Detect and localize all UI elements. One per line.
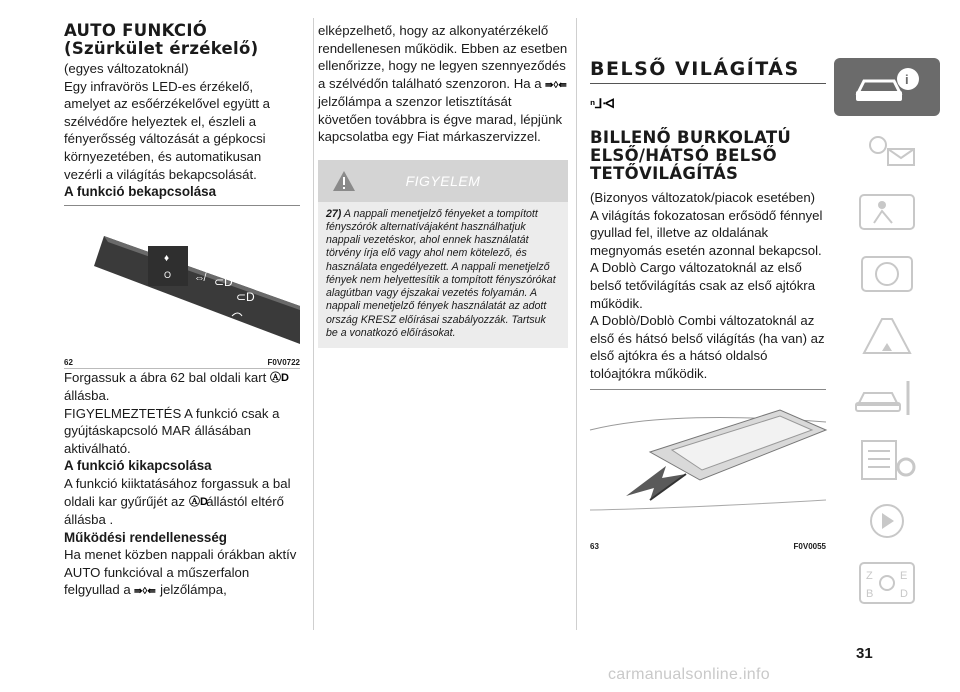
subtitle-line2: ELSŐ/HÁTSÓ BELSŐ <box>590 146 778 165</box>
warning-box <box>318 160 568 348</box>
paragraph-1: A világítás fokozatosan erősödő fénnyel gyullad fel, illetve az oldalának megnyomás esetén azonnal bekapcsol. <box>590 207 823 258</box>
malfunction-continued <box>318 22 568 146</box>
dusk-sensor-icon <box>545 76 567 94</box>
figure-number: 63 <box>590 541 599 551</box>
warning-number: 27) <box>326 207 342 220</box>
svg-text:ⒶD: ⒶD <box>270 372 289 385</box>
dusk-sensor-icon <box>134 582 156 600</box>
variant-note: (egyes változatoknál) <box>64 61 189 76</box>
warning-header <box>318 160 568 202</box>
figure-62-stalk <box>64 206 300 356</box>
deactivation-text <box>64 475 300 529</box>
heading-deactivation: A funkció kikapcsolása <box>64 458 212 474</box>
interior-light-symbol-icon <box>590 90 826 119</box>
settings-list-icon <box>852 437 922 481</box>
svg-text:♦: ♦ <box>164 252 170 264</box>
tab-maintenance[interactable] <box>834 368 940 426</box>
tab-driving[interactable] <box>834 244 940 302</box>
svg-text:⇛◊⇚: ⇛◊⇚ <box>545 79 567 91</box>
turn-text: Forgassuk a ábra 62 bal oldali kart <box>64 369 267 385</box>
heading-malfunction: Működési rendellenesség <box>64 529 227 545</box>
index-icon <box>852 561 922 605</box>
section-title-line2: (Szürkület érzékelő) <box>64 39 259 58</box>
chapter-title-row <box>590 58 826 80</box>
intro-paragraph: Egy infravörös LED-es érzékelő, amelyet az esőérzékelővel együtt a szélvédőre helyeztek el, észleli a fényerősség változását a gépkocsi környezetében, és automatikusan vezérli a világítás bekapcsolását. <box>64 78 270 182</box>
column-divider-2 <box>576 18 577 630</box>
svg-text:⊂D: ⊂D <box>236 289 255 304</box>
right-column <box>590 58 826 551</box>
tab-technical-data[interactable] <box>834 430 940 488</box>
svg-text:☼: ☼ <box>156 292 166 304</box>
watermark: carmanualsonline.info <box>608 666 770 683</box>
svg-text:Z: Z <box>866 570 873 582</box>
warning-note: FIGYELMEZTETÉS A funkció csak a gyújtáskapcsoló MAR állásában aktiválható. <box>64 405 280 456</box>
continued-text-a: elképzelhető, hogy az alkonyatérzékelő rendellenesen működik. Ebben az esetben ellenőrizze, hogy ne legyen szennyeződés a szélvédőn található szenzoron. Ha a <box>318 23 568 91</box>
svg-text:i: i <box>905 72 909 87</box>
svg-text:⇛◊⇚: ⇛◊⇚ <box>134 586 157 598</box>
paragraph-2: A Doblò Cargo változatoknál az első belső tetővilágítás csak az első ajtókra működik. <box>590 260 816 311</box>
middle-column <box>318 22 568 348</box>
tab-car-info[interactable] <box>834 58 940 116</box>
tab-multimedia[interactable] <box>834 492 940 550</box>
svg-text:⇎: ⇎ <box>194 271 205 284</box>
ceiling-light-illustration <box>590 390 826 540</box>
tab-emergency[interactable] <box>834 306 940 364</box>
paragraph-3: A Doblò/Doblò Combi változatoknál az első és hátsó belső világítás (ha van) az első ajtókra és a hátsó oldalsó tolóajtókra működik. <box>590 313 825 381</box>
divider <box>590 83 826 84</box>
figure-63-ceiling-light <box>590 390 826 540</box>
media-icon <box>852 499 922 543</box>
svg-text:B: B <box>866 588 874 600</box>
variant-note: (Bizonyos változatok/piacok esetében) <box>590 190 816 205</box>
turn-instruction-end: állásba. <box>64 388 110 404</box>
heading-activation: A funkció bekapcsolása <box>64 184 217 200</box>
auto-light-icon <box>270 369 289 387</box>
malfunction-text-a: Ha menet közben nappali órákban aktív AUTO funkcióval a műszerfalon felgyullad a <box>64 547 297 598</box>
page-number: 31 <box>856 645 873 662</box>
deactivation-text-a: A funkció kiiktatásához forgassuk a bal oldali kar gyűrűjét az <box>64 476 291 509</box>
malfunction-text <box>64 546 300 600</box>
car-wrench-icon <box>852 375 922 419</box>
figure-number: 62 <box>64 357 73 367</box>
chapter-sidebar <box>834 58 940 616</box>
svg-text:D: D <box>900 588 908 600</box>
tab-index[interactable] <box>834 554 940 612</box>
car-info-icon <box>852 65 922 109</box>
turn-instruction <box>64 369 300 387</box>
chapter-title: BELSŐ VILÁGÍTÁS <box>590 58 800 80</box>
figure-code: F0V0055 <box>793 541 826 551</box>
subtitle-line1: BILLENŐ BURKOLATÚ <box>590 128 792 147</box>
svg-text:O: O <box>164 269 172 280</box>
road-hazard-icon <box>852 313 922 357</box>
svg-text:E: E <box>900 570 908 582</box>
tab-safety[interactable] <box>834 182 940 240</box>
column-divider-1 <box>313 18 314 630</box>
airbag-seat-icon <box>852 189 922 233</box>
continued-text-b: jelzőlámpa a szenzor letisztítását követően továbbra is égve marad, lépjünk kapcsolatba egy Fiat márkaszervizzel. <box>318 94 563 145</box>
auto-light-icon <box>188 493 208 511</box>
left-column <box>64 22 300 600</box>
warning-title: FIGYELEM <box>405 172 481 189</box>
svg-text:⊂D: ⊂D <box>214 274 233 289</box>
tab-warning-lights[interactable] <box>834 120 940 178</box>
warning-body <box>318 202 568 348</box>
subtitle-line3: TETŐVILÁGÍTÁS <box>590 164 739 183</box>
steering-wheel-icon <box>852 251 922 295</box>
figure-code: F0V0722 <box>267 357 300 367</box>
deactivation-text-b: állástól eltérő állásba . <box>64 493 284 527</box>
warning-text: A nappali menetjelző fényeket a tompított fényszórók alternatívájaként használhatjuk nappali vezetéskor, ahol ennek használatát törvény írja elő vagy ahol nem kötelező, és használata engedélyezett. A nappali menetjelző fények nem helyettesítik a tompított fényszórókat alagútban vagy éjszakai vezetés folyamán. A nappali menetjelző fények használatát az adott ország KRESZ előírásai szabályozzák. Tartsuk be a vonatkozó előírásokat. <box>326 207 556 339</box>
svg-text:ⁿ⅃ᐗ: ⁿ⅃ᐗ <box>590 96 615 111</box>
svg-text:ⒶD: ⒶD <box>188 496 208 509</box>
malfunction-text-b: jelzőlámpa, <box>160 582 227 598</box>
light-stalk-illustration <box>64 206 300 356</box>
warning-lights-icon <box>852 127 922 171</box>
section-title-line1: AUTO FUNKCIÓ <box>64 21 208 40</box>
